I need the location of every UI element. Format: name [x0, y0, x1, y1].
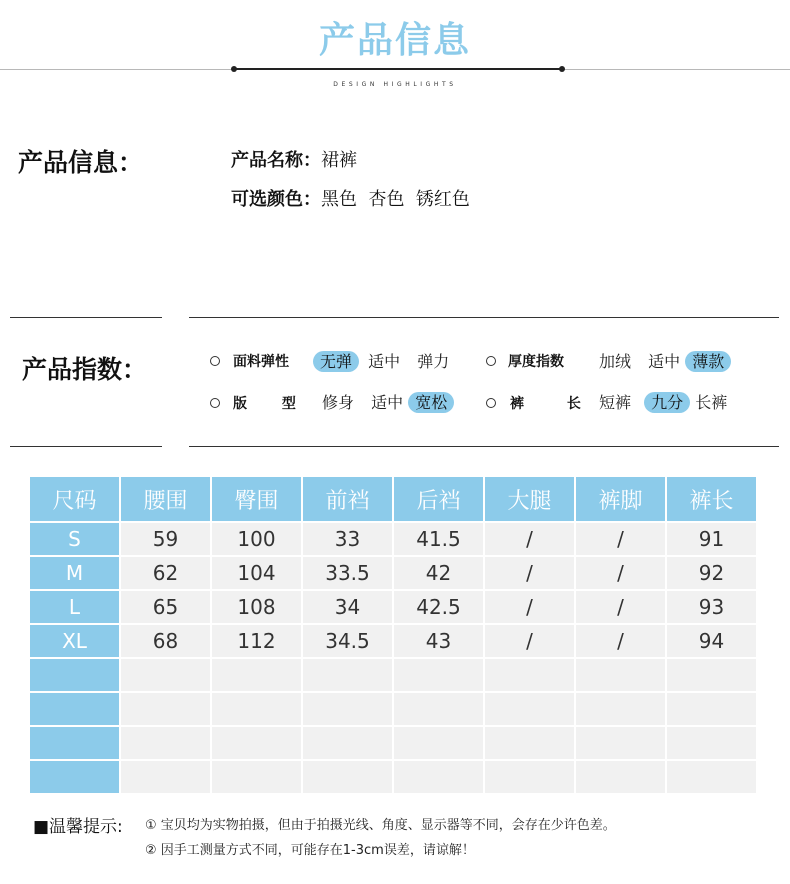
- page-title: 产品信息: [318, 20, 471, 61]
- measurement-cell: 93: [667, 591, 758, 625]
- measurement-cell: [212, 659, 303, 693]
- measurement-cell: [394, 693, 485, 727]
- measurement-cell: 92: [667, 557, 758, 591]
- measurement-cell: 100: [212, 523, 303, 557]
- size-table: [30, 477, 758, 795]
- length-bullet-icon: [486, 398, 496, 408]
- measurement-cell: [394, 659, 485, 693]
- product-color-label: 可选颜色：: [231, 189, 321, 210]
- length-option: 短裤: [599, 393, 632, 412]
- thickness-option: 适中: [648, 352, 681, 371]
- elasticity-label: 面料弹性: [233, 354, 289, 370]
- fit-option: 修身: [322, 393, 355, 412]
- measurement-cell: [485, 693, 576, 727]
- column-header: 裤长: [667, 477, 758, 523]
- length-label: 裤 长: [510, 396, 581, 412]
- measurement-cell: [303, 761, 394, 795]
- table-row: [30, 659, 758, 693]
- size-cell: [30, 761, 121, 795]
- measurement-cell: [667, 761, 758, 795]
- measurement-cell: 104: [212, 557, 303, 591]
- product-name-value: 裙裤: [321, 150, 357, 171]
- measurement-cell: [394, 727, 485, 761]
- measurement-cell: [121, 659, 212, 693]
- table-row: [30, 727, 758, 761]
- measurement-cell: [212, 693, 303, 727]
- thickness-option-selected: 薄款: [685, 351, 731, 372]
- table-row: [30, 693, 758, 727]
- measurement-cell: /: [485, 591, 576, 625]
- measurement-cell: /: [576, 591, 667, 625]
- tip-item: ① 宝贝均为实物拍摄，但由于拍摄光线、角度、显示器等不同，会存在少许色差。: [145, 818, 616, 833]
- measurement-cell: /: [485, 557, 576, 591]
- measurement-cell: [576, 761, 667, 795]
- column-header: 尺码: [30, 477, 121, 523]
- measurement-cell: 33.5: [303, 557, 394, 591]
- measurement-cell: [667, 693, 758, 727]
- measurement-cell: /: [485, 523, 576, 557]
- measurement-cell: [667, 727, 758, 761]
- measurement-cell: 91: [667, 523, 758, 557]
- product-info-heading: 产品信息：: [18, 148, 144, 177]
- size-cell: XL: [30, 625, 121, 659]
- measurement-cell: [667, 659, 758, 693]
- tip-item: ② 因手工测量方式不同，可能存在1-3cm误差，请谅解！: [145, 843, 475, 858]
- thickness-label: 厚度指数: [508, 354, 564, 370]
- index-divider-top-left: [10, 317, 162, 318]
- size-table-header-row: [30, 477, 758, 523]
- measurement-cell: /: [576, 557, 667, 591]
- elasticity-option: 弹力: [417, 352, 450, 371]
- measurement-cell: [576, 727, 667, 761]
- measurement-cell: 94: [667, 625, 758, 659]
- measurement-cell: 42: [394, 557, 485, 591]
- index-divider-bottom-left: [10, 446, 162, 447]
- elasticity-options: [313, 349, 449, 372]
- measurement-cell: /: [576, 625, 667, 659]
- column-header: 大腿: [485, 477, 576, 523]
- measurement-cell: 108: [212, 591, 303, 625]
- table-row: [30, 761, 758, 795]
- size-cell: [30, 693, 121, 727]
- elasticity-option: 适中: [368, 352, 401, 371]
- measurement-cell: 34: [303, 591, 394, 625]
- measurement-cell: [485, 727, 576, 761]
- measurement-cell: 33: [303, 523, 394, 557]
- measurement-cell: 42.5: [394, 591, 485, 625]
- thickness-bullet-icon: [486, 356, 496, 366]
- elasticity-option-selected: 无弹: [313, 351, 359, 372]
- size-cell: [30, 659, 121, 693]
- measurement-cell: [485, 659, 576, 693]
- measurement-cell: /: [576, 523, 667, 557]
- length-options: [599, 390, 727, 413]
- measurement-cell: [212, 761, 303, 795]
- table-row: [30, 625, 758, 659]
- elasticity-bullet-icon: [210, 356, 220, 366]
- measurement-cell: 59: [121, 523, 212, 557]
- measurement-cell: 41.5: [394, 523, 485, 557]
- fit-option-selected: 宽松: [408, 392, 454, 413]
- measurement-cell: [303, 693, 394, 727]
- product-index-heading: 产品指数：: [22, 355, 148, 384]
- measurement-cell: 112: [212, 625, 303, 659]
- product-color-row: [231, 185, 470, 211]
- column-header: 腰围: [121, 477, 212, 523]
- measurement-cell: 65: [121, 591, 212, 625]
- table-row: [30, 557, 758, 591]
- product-name-label: 产品名称：: [231, 150, 321, 171]
- fit-option: 适中: [371, 393, 404, 412]
- measurement-cell: 43: [394, 625, 485, 659]
- product-color-values: 黑色 杏色 锈红色: [321, 189, 470, 210]
- accent-dot-right: [559, 66, 565, 72]
- column-header: 后裆: [394, 477, 485, 523]
- measurement-cell: [121, 761, 212, 795]
- size-cell: [30, 727, 121, 761]
- measurement-cell: 68: [121, 625, 212, 659]
- measurement-cell: [576, 659, 667, 693]
- measurement-cell: [121, 693, 212, 727]
- table-row: [30, 591, 758, 625]
- measurement-cell: [303, 659, 394, 693]
- measurement-cell: [576, 693, 667, 727]
- size-cell: L: [30, 591, 121, 625]
- length-option-selected: 九分: [644, 392, 690, 413]
- size-cell: S: [30, 523, 121, 557]
- measurement-cell: [121, 727, 212, 761]
- accent-dot-left: [231, 66, 237, 72]
- measurement-cell: 62: [121, 557, 212, 591]
- measurement-cell: /: [485, 625, 576, 659]
- length-option: 长裤: [695, 393, 728, 412]
- header-accent-line: [234, 68, 562, 70]
- index-divider-top-right: [189, 317, 779, 318]
- product-name-row: [231, 146, 357, 172]
- page-subtitle: DESIGN HIGHLIGHTS: [333, 81, 457, 88]
- tips-heading: ■温馨提示:: [33, 817, 123, 837]
- measurement-cell: [212, 727, 303, 761]
- thickness-option: 加绒: [599, 352, 632, 371]
- thickness-options: [599, 349, 731, 372]
- fit-label: 版 型: [233, 396, 296, 412]
- measurement-cell: [394, 761, 485, 795]
- table-row: [30, 523, 758, 557]
- fit-options: [322, 390, 454, 413]
- measurement-cell: [485, 761, 576, 795]
- column-header: 臀围: [212, 477, 303, 523]
- fit-bullet-icon: [210, 398, 220, 408]
- column-header: 裤脚: [576, 477, 667, 523]
- size-cell: M: [30, 557, 121, 591]
- index-divider-bottom-right: [189, 446, 779, 447]
- column-header: 前裆: [303, 477, 394, 523]
- measurement-cell: 34.5: [303, 625, 394, 659]
- measurement-cell: [303, 727, 394, 761]
